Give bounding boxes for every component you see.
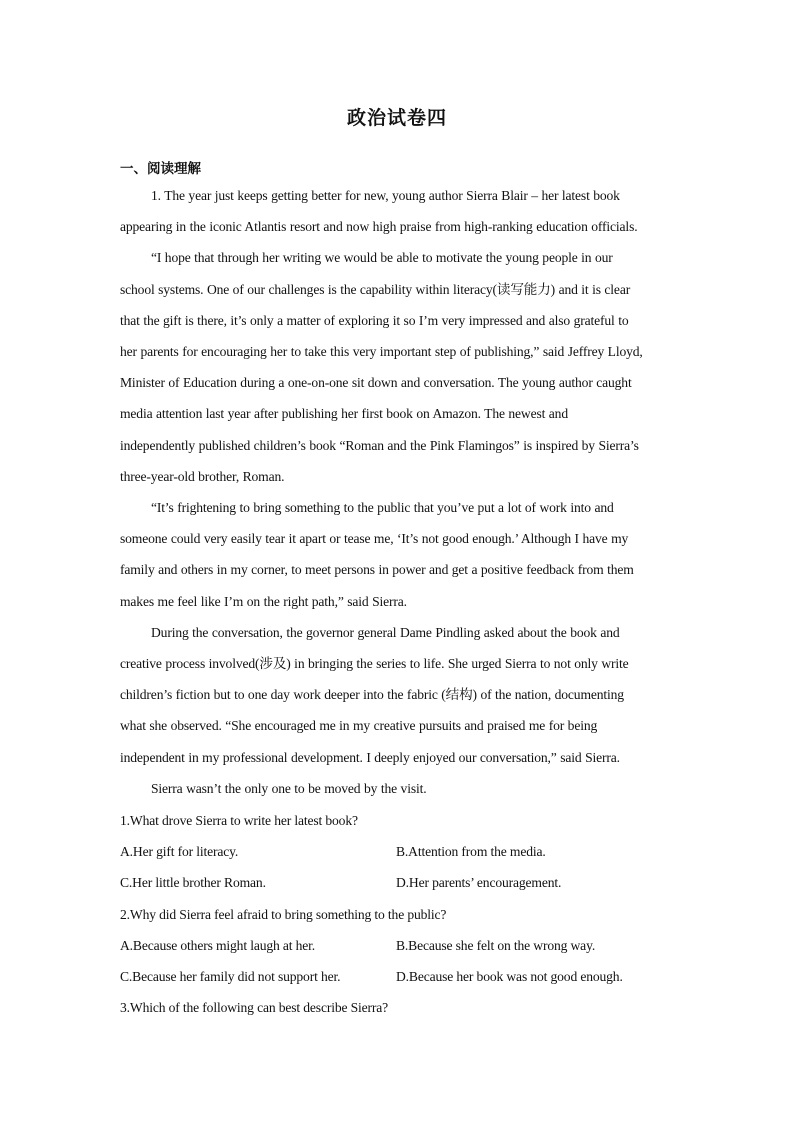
option-c: C.Her little brother Roman.: [120, 875, 266, 891]
passage-line: “It’s frightening to bring something to the public that you’ve put a lot of work into and: [151, 500, 614, 516]
option-d: D.Her parents’ encouragement.: [396, 875, 562, 891]
passage-line: her parents for encouraging her to take this very important step of publishing,” said Jeffrey Lloyd,: [120, 344, 643, 360]
question-stem: 2.Why did Sierra feel afraid to bring something to the public?: [120, 906, 447, 922]
passage-line: school systems. One of our challenges is the capability within literacy(读写能力) and it is clear: [120, 281, 631, 297]
option-c: C.Because her family did not support her.: [120, 968, 341, 984]
passage-line: someone could very easily tear it apart or tease me, ‘It’s not good enough.’ Although I have my: [120, 531, 629, 547]
option-b: B.Attention from the media.: [396, 844, 546, 860]
question-stem: 1.What drove Sierra to write her latest book?: [120, 813, 358, 828]
passage-line: children’s fiction but to one day work deeper into the fabric (结构) of the nation, documenting: [120, 687, 624, 703]
option-row: [120, 867, 668, 898]
option-row: [120, 836, 668, 867]
passage-line: Sierra wasn’t the only one to be moved by the visit.: [151, 780, 427, 796]
passage-line: 1. The year just keeps getting better for new, young author Sierra Blair – her latest book: [151, 188, 620, 203]
option-b: B.Because she felt on the wrong way.: [396, 937, 596, 953]
passage-line: During the conversation, the governor general Dame Pindling asked about the book and: [151, 624, 620, 640]
questions-block: [120, 805, 668, 1023]
passage-line: appearing in the iconic Atlantis resort and now high praise from high-ranking education officials.: [120, 219, 638, 235]
passage-line: makes me feel like I’m on the right path,” said Sierra.: [120, 593, 407, 609]
passage-line: independent in my professional development. I deeply enjoyed our conversation,” said Sierra.: [120, 749, 620, 765]
option-row: [120, 961, 668, 992]
passage-line: that the gift is there, it’s only a matter of exploring it so I’m very impressed and also grateful to: [120, 312, 629, 328]
option-a: A.Because others might laugh at her.: [120, 937, 316, 953]
passage-line: what she observed. “She encouraged me in my creative pursuits and praised me for being: [120, 718, 598, 734]
passage-line: creative process involved(涉及) in bringing the series to life. She urged Sierra to not only write: [120, 656, 629, 672]
option-row: [120, 930, 668, 961]
passage-line: independently published children’s book “Roman and the Pink Flamingos” is inspired by Sierra’s: [120, 437, 639, 453]
passage-line: Minister of Education during a one-on-one sit down and conversation. The young author caught: [120, 375, 632, 391]
passage-line: family and others in my corner, to meet persons in power and get a positive feedback from them: [120, 562, 634, 578]
section-heading: 一、阅读理解: [120, 161, 201, 177]
passage-line: “I hope that through her writing we would be able to motivate the young people in our: [151, 250, 613, 266]
option-a: A.Her gift for literacy.: [120, 844, 239, 860]
page-title: 政治试卷四: [346, 107, 447, 129]
option-d: D.Because her book was not good enough.: [396, 968, 623, 984]
reading-passage: [120, 180, 668, 804]
passage-line: three-year-old brother, Roman.: [120, 468, 285, 484]
question-stem: 3.Which of the following can best describe Sierra?: [120, 1000, 389, 1016]
passage-line: media attention last year after publishing her first book on Amazon. The newest and: [120, 406, 568, 422]
